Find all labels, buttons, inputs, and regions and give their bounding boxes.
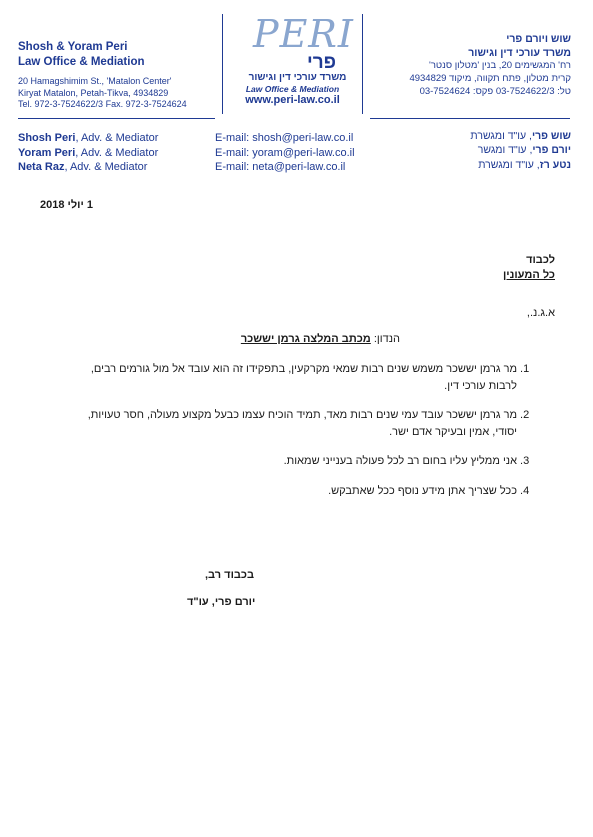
staff-entry: Shosh Peri, Adv. & Mediator <box>18 132 159 144</box>
firm-logo <box>225 12 360 112</box>
staff-entry-he: יורם פרי, עו"ד ומגשר <box>477 144 571 157</box>
firm-subtitle-en: Law Office & Mediation <box>18 55 145 68</box>
header-rule-left <box>18 118 215 119</box>
list-item: 3. אני ממליץ עליו בחום רב לכל פעולה בענייני שמאות. <box>75 453 517 470</box>
staff-list-he <box>470 129 571 172</box>
header-rule-right <box>370 118 570 119</box>
firm-subtitle-he: משרד עורכי דין וגישור <box>468 47 571 60</box>
subject-line <box>241 333 400 345</box>
website-link[interactable]: www.peri-law.co.il <box>245 94 340 106</box>
email-link[interactable]: E-mail: yoram@peri-law.co.il <box>215 146 355 159</box>
list-item: 2. מר גרמן יששכר עובד עמי שנים רבות מאד, תמיד הוכיח עצמו כבעל מקצוע מעולה, חסר טעויות, יסודי, אמין ובעיקר אדם ישר. <box>75 407 517 440</box>
signature: יורם פרי, עו"ד <box>187 596 256 608</box>
staff-entry-he: נטע רז, עו"ד ומגשרת <box>478 158 571 171</box>
address-line-en: Kiryat Matalon, Petah-Tikva, 4934829 <box>18 87 169 98</box>
logo-name-he: פרי <box>307 52 337 73</box>
list-item: 4. ככל שצריך אתן מידע נוסף ככל שאתבקש. <box>75 483 517 500</box>
logo-script: PERI <box>253 12 354 56</box>
email-link[interactable]: E-mail: shosh@peri-law.co.il <box>215 132 354 144</box>
phone-line-he: טל: 03-7524622/3 פקס: 03-7524624 <box>419 85 571 97</box>
subject-prefix: הנדון: <box>370 333 400 345</box>
recipient-name: כל המעונין <box>502 268 555 281</box>
recipient-salutation: לכבוד <box>526 254 555 266</box>
staff-entry: Yoram Peri, Adv. & Mediator <box>18 146 159 159</box>
letter-date: 1 יולי 2018 <box>40 199 93 211</box>
logo-tagline-en: Law Office & Mediation <box>245 84 340 94</box>
list-item: 1. מר גרמן יששכר משמש שנים רבות שמאי מקרקעין, בתפקידו זה הוא עובד אל מול גורמים רבים, לרבות עורכי דין. <box>75 361 517 394</box>
header-hebrew <box>366 32 571 99</box>
address-line-he: קרית מטלון, פתח תקווה, מיקוד 4934829 <box>409 73 571 85</box>
address-line-en: 20 Hamagshimim St., 'Matalon Center' <box>18 75 172 86</box>
firm-name-en: Shosh & Yoram Peri <box>18 41 128 53</box>
staff-entry: Neta Raz, Adv. & Mediator <box>18 161 148 174</box>
subject-title: מכתב המלצה גרמן יששכר <box>240 333 371 345</box>
header-divider-left <box>222 14 223 114</box>
phone-line-en: Tel. 972-3-7524622/3 Fax. 972-3-7524624 <box>18 99 187 110</box>
email-list <box>215 131 355 175</box>
letter-body <box>75 361 535 512</box>
greeting: א.ג.נ., <box>526 307 555 319</box>
email-link[interactable]: E-mail: neta@peri-law.co.il <box>215 161 346 174</box>
staff-list-en <box>18 131 158 175</box>
address-line-he: רח' המגשימים 20, בנין 'מטלון סנטר' <box>429 60 571 72</box>
recipient-block <box>503 253 555 282</box>
header-divider-right <box>362 14 363 114</box>
logo-tagline-he: משרד עורכי דין וגישור <box>248 72 347 83</box>
header-english <box>18 40 218 111</box>
firm-name-he: שוש ויורם פרי <box>506 33 571 45</box>
closing: בכבוד רב, <box>205 569 255 581</box>
staff-entry-he: שוש פרי, עו"ד ומגשרת <box>470 130 571 142</box>
